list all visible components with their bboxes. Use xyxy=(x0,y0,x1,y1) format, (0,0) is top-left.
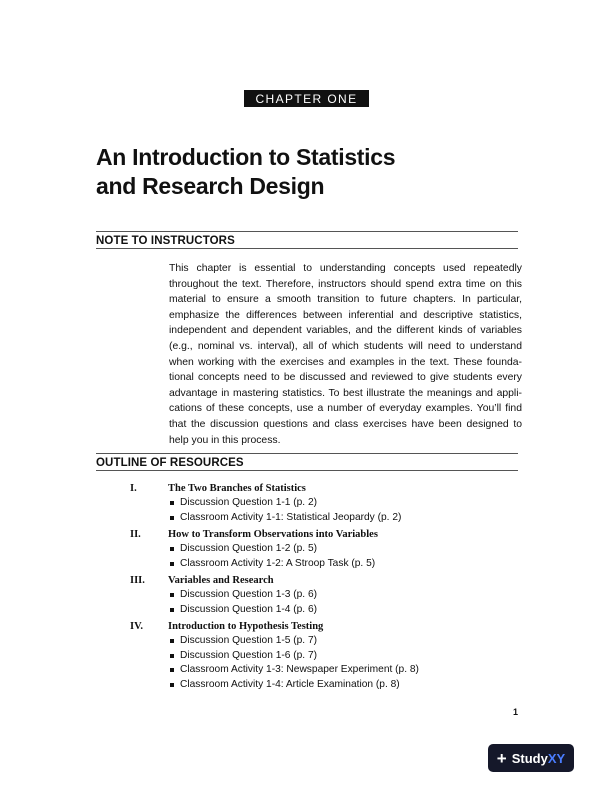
resource-item xyxy=(168,678,530,693)
outline-heading: OUTLINE OF RESOURCES xyxy=(96,453,518,471)
resource-list xyxy=(130,496,530,525)
resource-label: Classroom Activity 1-3: Newspaper Experiment (p. 8) xyxy=(180,664,419,675)
outline-section-4 xyxy=(130,620,530,692)
outline-section-header xyxy=(130,620,530,634)
resource-label: Discussion Question 1-2 (p. 5) xyxy=(180,543,318,554)
resource-item xyxy=(168,542,530,557)
note-heading: NOTE TO INSTRUCTORS xyxy=(96,231,518,249)
resource-list xyxy=(130,588,530,617)
outline-section-header xyxy=(130,482,530,496)
bullet-icon xyxy=(170,683,174,687)
outline-section-3 xyxy=(130,574,530,617)
resource-label: Discussion Question 1-4 (p. 6) xyxy=(180,603,318,615)
badge-text-accent: XY xyxy=(547,750,566,766)
studyxy-badge[interactable] xyxy=(488,744,574,772)
resource-item xyxy=(168,603,530,618)
bullet-icon xyxy=(170,668,174,672)
badge-text-main: Study xyxy=(511,750,548,766)
resource-label: Discussion Question 1-3 (p. 6) xyxy=(180,589,318,600)
outline-section-header xyxy=(130,528,530,542)
chapter-title xyxy=(96,143,556,201)
section-numeral: III. xyxy=(130,575,145,586)
chapter-title-line-2: and Research Design xyxy=(96,173,325,199)
outline-list xyxy=(130,482,530,695)
section-numeral: I. xyxy=(130,483,137,494)
resource-item xyxy=(168,588,530,603)
section-title: Variables and Research xyxy=(168,575,274,586)
resource-label: Classroom Activity 1-1: Statistical Jeopardy (p. 2) xyxy=(180,511,402,523)
section-numeral: II. xyxy=(130,529,141,540)
resource-label: Discussion Question 1-6 (p. 7) xyxy=(180,649,318,661)
outline-section-2 xyxy=(130,528,530,571)
resource-item xyxy=(168,649,530,664)
page-number: 1 xyxy=(513,707,519,717)
bullet-icon xyxy=(170,501,174,505)
note-body: This chapter is essential to understanding concepts used repeatedly throughout the text. Therefore, instructors should spend extra time on this material to ensure a smooth transition to future chapters. In particular, emphasize the differences between inferential and descriptive statistics, independent and dependent variables, and the different kinds of variables (e.g., nominal vs. interval), all of which students will need to understand when working with the exercises and examples in the text. These founda-tional concepts need to be discussed and reviewed to give students every advantage in mastering statistics. To best illustrate the meanings and appli-cations of these concepts, use a number of everyday examples. You’ll find that the discussion questions and class exercises have been designed to help you in this process. xyxy=(169,263,522,446)
section-title: Introduction to Hypothesis Testing xyxy=(168,621,324,632)
bullet-icon xyxy=(170,516,174,520)
resource-label: Discussion Question 1-1 (p. 2) xyxy=(180,497,318,508)
resource-label: Classroom Activity 1-4: Article Examination (p. 8) xyxy=(180,678,400,690)
bullet-icon xyxy=(170,562,174,566)
bullet-icon xyxy=(170,639,174,643)
section-title: How to Transform Observations into Variables xyxy=(168,529,378,540)
resource-item xyxy=(168,663,530,678)
section-numeral: IV. xyxy=(130,621,143,632)
resource-item xyxy=(168,557,530,572)
resource-label: Classroom Activity 1-2: A Stroop Task (p. 5) xyxy=(180,557,376,569)
resource-list xyxy=(130,634,530,692)
outline-section-header xyxy=(130,574,530,588)
resource-item xyxy=(168,496,530,511)
resource-label: Discussion Question 1-5 (p. 7) xyxy=(180,635,318,646)
resource-item xyxy=(168,511,530,526)
bullet-icon xyxy=(170,547,174,551)
plus-icon: + xyxy=(496,748,507,768)
chapter-label: CHAPTER ONE xyxy=(244,90,369,107)
outline-section-1 xyxy=(130,482,530,525)
badge-text xyxy=(512,751,565,766)
resource-list xyxy=(130,542,530,571)
bullet-icon xyxy=(170,654,174,658)
bullet-icon xyxy=(170,593,174,597)
chapter-title-line-1: An Introduction to Statistics xyxy=(96,144,396,170)
section-title: The Two Branches of Statistics xyxy=(168,483,306,494)
bullet-icon xyxy=(170,608,174,612)
resource-item xyxy=(168,634,530,649)
